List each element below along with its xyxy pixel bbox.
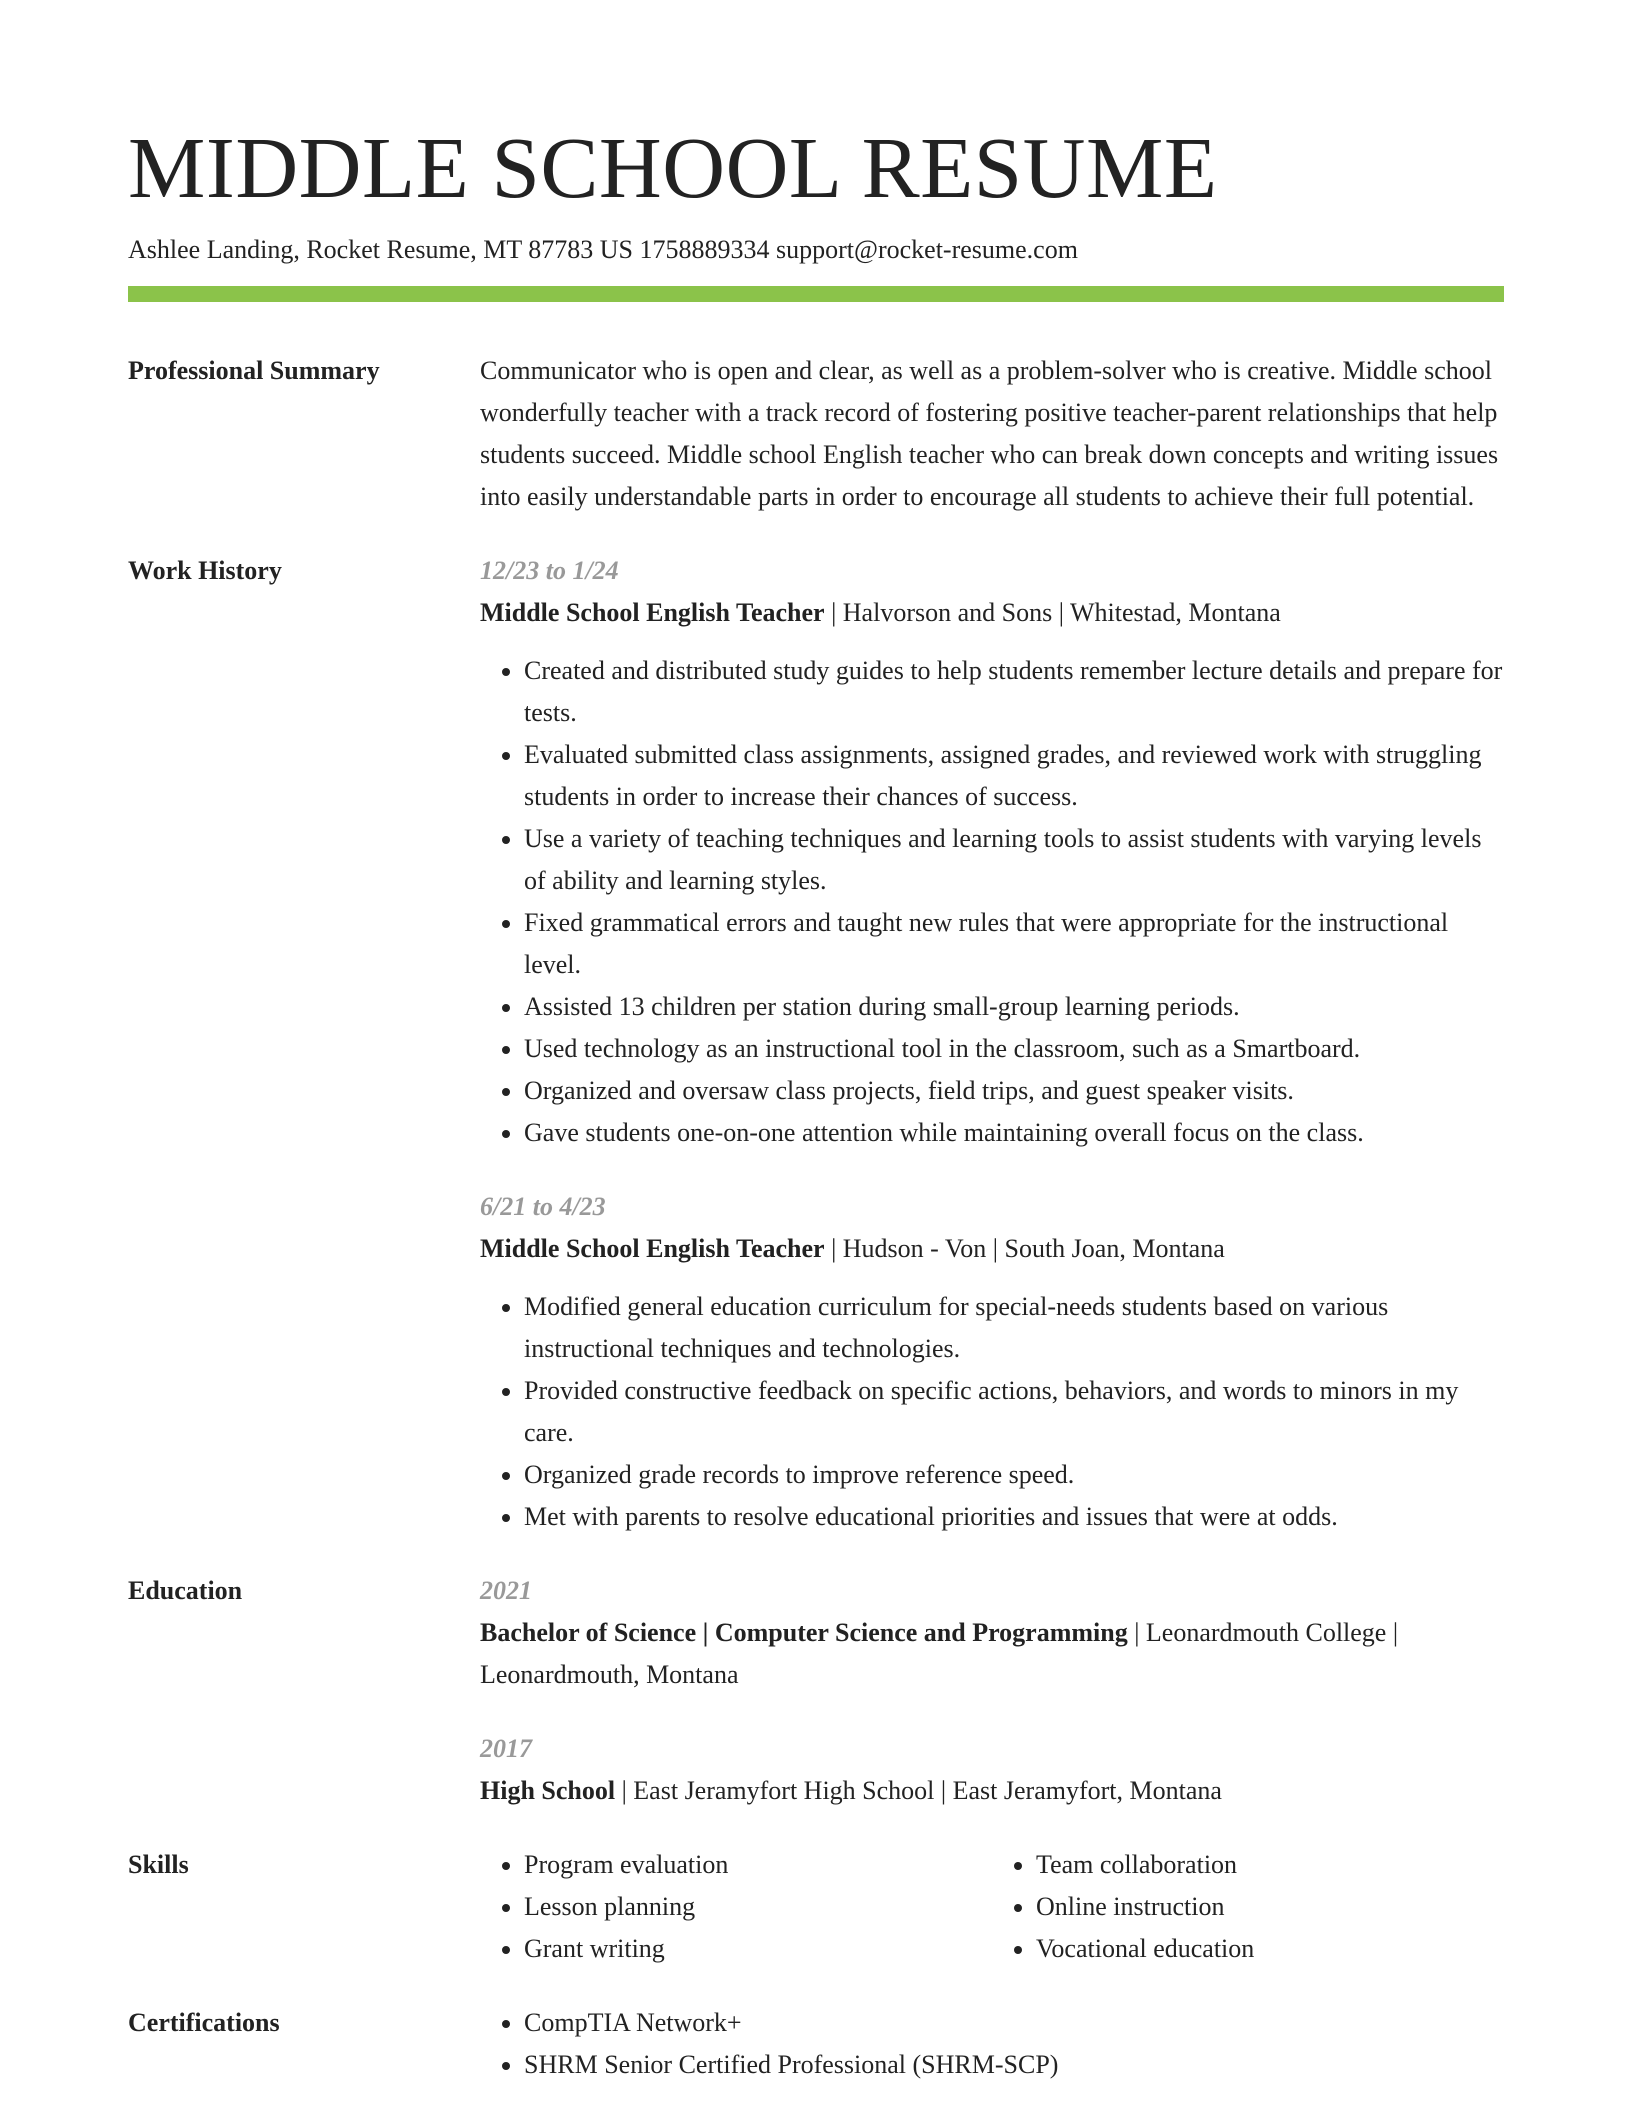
education-body: [480, 1570, 1504, 1812]
education-line: [480, 1770, 1504, 1812]
certifications-section: [128, 2002, 1504, 2086]
education-heading: Education: [128, 1576, 243, 1605]
education-date: 2021: [480, 1576, 532, 1605]
skills-heading: Skills: [128, 1850, 189, 1879]
job-bullet: • Use a variety of teaching techniques and learning tools to assist students with varying levels of ability and learning styles.: [524, 818, 1504, 902]
education-degree: High School: [480, 1776, 616, 1805]
job-details: | Hudson - Von | South Joan, Montana: [824, 1234, 1225, 1263]
resume-content: [128, 350, 1504, 2118]
job-line: [480, 1228, 1504, 1270]
certifications-heading: Certifications: [128, 2008, 280, 2037]
job-bullet: • Used technology as an instructional tool in the classroom, such as a Smartboard.: [524, 1028, 1504, 1070]
education-degree: Bachelor of Science | Computer Science and Programming: [480, 1618, 1128, 1647]
education-date: 2017: [480, 1734, 532, 1763]
job-date: 12/23 to 1/24: [480, 556, 619, 585]
work-history-section: [128, 550, 1504, 1538]
job-bullet: • Provided constructive feedback on specific actions, behaviors, and words to minors in my care.: [524, 1370, 1504, 1454]
job-entry: [480, 1186, 1504, 1538]
skill-item: • Vocational education: [1036, 1928, 1504, 1970]
job-bullet: • Fixed grammatical errors and taught new rules that were appropriate for the instructional level.: [524, 902, 1504, 986]
education-entry: [480, 1728, 1504, 1812]
contact-line: Ashlee Landing, Rocket Resume, MT 87783 US 1758889334 support@rocket-resume.com: [128, 235, 1078, 264]
job-bullet: • Organized and oversaw class projects, field trips, and guest speaker visits.: [524, 1070, 1504, 1112]
skills-body: [480, 1844, 1504, 1970]
certifications-body: [480, 2002, 1504, 2086]
skills-section: [128, 1844, 1504, 1970]
job-bullet: • Evaluated submitted class assignments, assigned grades, and reviewed work with struggling students in order to increase their chances of success.: [524, 734, 1504, 818]
job-bullet: • Assisted 13 children per station during small-group learning periods.: [524, 986, 1504, 1028]
job-details: | Halvorson and Sons | Whitestad, Montana: [824, 598, 1281, 627]
skill-item: • Online instruction: [1036, 1886, 1504, 1928]
certifications-list: [480, 2002, 1504, 2086]
job-date: 6/21 to 4/23: [480, 1192, 606, 1221]
summary-body: [480, 350, 1504, 518]
job-title: Middle School English Teacher: [480, 598, 825, 627]
job-bullet: • Met with parents to resolve educational priorities and issues that were at odds.: [524, 1496, 1504, 1538]
work-history-body: [480, 550, 1504, 1538]
work-history-heading: Work History: [128, 556, 282, 585]
summary-heading: Professional Summary: [128, 356, 380, 385]
skill-item: • Grant writing: [524, 1928, 992, 1970]
education-line: [480, 1612, 1504, 1696]
certification-item: • CompTIA Network+: [524, 2002, 1504, 2044]
skill-item: • Team collaboration: [1036, 1844, 1504, 1886]
summary-text: Communicator who is open and clear, as well as a problem-solver who is creative. Middle school wonderfully teacher with a track record of fostering positive teacher-parent relationships that help students succeed. Middle school English teacher who can break down concepts and writing issues into easily understandable parts in order to encourage all students to achieve their full potential.: [480, 356, 1499, 511]
skills-list-left: [480, 1844, 992, 1970]
job-entry: [480, 550, 1504, 1154]
accent-divider: [128, 286, 1504, 302]
job-bullet: • Modified general education curriculum for special-needs students based on various instructional techniques and technologies.: [524, 1286, 1504, 1370]
job-bullet: • Gave students one-on-one attention while maintaining overall focus on the class.: [524, 1112, 1504, 1154]
job-line: [480, 592, 1504, 634]
job-bullet: • Created and distributed study guides to help students remember lecture details and prepare for tests.: [524, 650, 1504, 734]
skills-list-right: [992, 1844, 1504, 1970]
resume-title: MIDDLE SCHOOL RESUME: [128, 119, 1218, 216]
education-details: | East Jeramyfort High School | East Jeramyfort, Montana: [615, 1776, 1222, 1805]
certification-item: • SHRM Senior Certified Professional (SHRM-SCP): [524, 2044, 1504, 2086]
skill-item: • Lesson planning: [524, 1886, 992, 1928]
job-title: Middle School English Teacher: [480, 1234, 825, 1263]
education-section: [128, 1570, 1504, 1812]
job-bullets: [480, 650, 1504, 1154]
summary-section: [128, 350, 1504, 518]
education-details: | Leonardmouth College | Leonardmouth, Montana: [480, 1618, 1399, 1689]
job-bullet: • Organized grade records to improve reference speed.: [524, 1454, 1504, 1496]
job-bullets: [480, 1286, 1504, 1538]
skill-item: • Program evaluation: [524, 1844, 992, 1886]
education-entry: [480, 1570, 1504, 1696]
